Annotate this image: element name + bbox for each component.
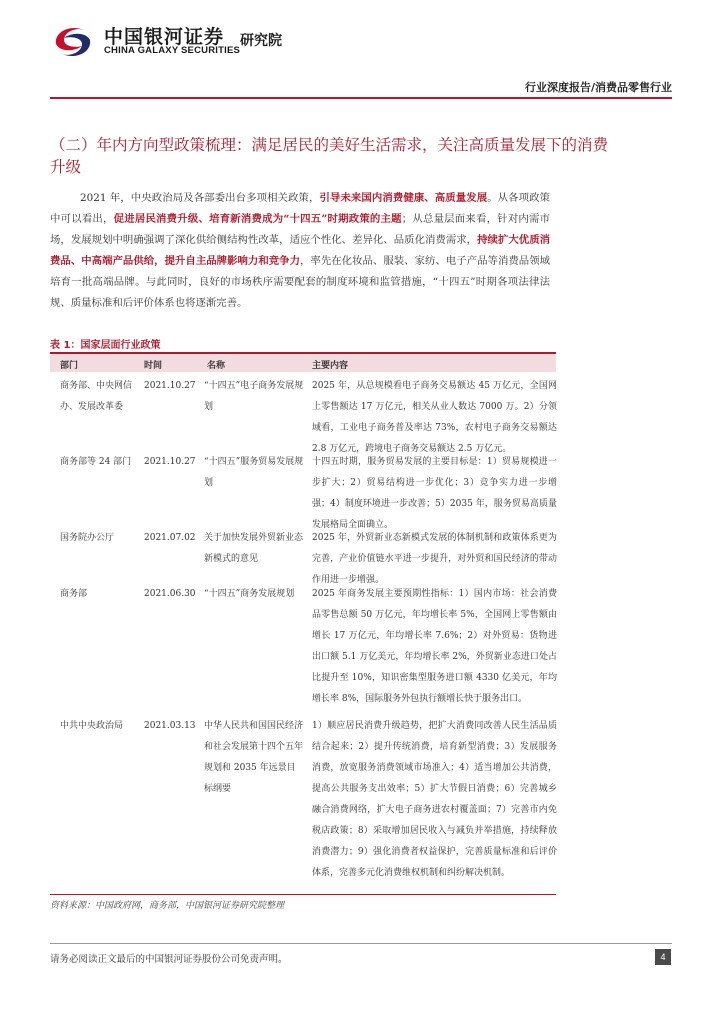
table-header-band xyxy=(50,354,556,372)
body-text-4: ，率先在化妆品、服装、家纺、电子产品等消费品领域培育一批高端品牌。与此同时，良好的市场秩序需要配套的制度环境和监管措施，“十四五”时期各项法律法规、质量标准和后评价体系也将逐渐完善。 xyxy=(50,255,551,309)
table-cell-dept: 国务院办公厅 xyxy=(60,533,115,543)
column-header-time: 时间 xyxy=(144,361,163,371)
brand-name-cn: 中国银河证券 xyxy=(104,26,225,48)
table-cell-content: 2025 年，外贸新业态新模式发展的体制机制和政策体系更为完善，产业价值链水平进一步提升，对外贸和国民经济的带动作用进一步增强。 xyxy=(312,533,557,585)
table-cell-time: 2021.03.13 xyxy=(144,721,196,731)
body-paragraph xyxy=(50,188,550,314)
brand-name-en: CHINA GALAXY SECURITIES xyxy=(104,45,241,56)
table-cell-time: 2021.06.30 xyxy=(144,589,196,599)
table-cell-dept: 商务部、中央网信办、发展改革委 xyxy=(60,381,133,412)
table-cell-dept: 中共中央政治局 xyxy=(60,721,124,731)
page-number: 4 xyxy=(655,949,671,965)
china-galaxy-logo-icon xyxy=(50,22,96,62)
column-header-dept: 部门 xyxy=(60,361,79,371)
report-type: 行业深度报告/消费品零售行业 xyxy=(524,81,672,94)
column-header-name: 名称 xyxy=(207,361,226,371)
body-text-2: 。从各项政策中可以看出， xyxy=(50,192,551,225)
footer-disclaimer: 请务必阅读正文最后的中国银河证券股份公司免责声明。 xyxy=(50,954,288,965)
table-cell-time: 2021.07.02 xyxy=(144,533,196,543)
page-header xyxy=(0,0,724,100)
body-highlight-3: 持续扩大优质消费品、中高端产品供给，提升自主品牌影响力和竞争力 xyxy=(50,234,551,267)
table-cell-name: 中华人民共和国国民经济和社会发展第十四个五年规划和 2035 年远景目标纲要 xyxy=(204,721,304,794)
body-highlight-2: 促进居民消费升级、培育新消费成为“十四五”时期政策的主题 xyxy=(113,213,402,225)
table-cell-content: 2025 年商务发展主要预期性指标：1）国内市场：社会消费品零售总额 50 万亿元，年均增长率 5%，全国网上零售额由增长 17 万亿元，年均增长率 7.6%；2）对外贸易：货物进出口额 5.1 万亿美元，年均增长率 2%，外贸新业态进口处占比提升至 10%，知识密集型服务进口额 4330 亿美元，年均增长率 8%，国际服务外包执行额增长快于服务出口。 xyxy=(312,589,557,704)
table-cell-name: “十四五”服务贸易发展规划 xyxy=(204,457,304,488)
table-cell-content: 十四五时期，服务贸易发展的主要目标是：1）贸易规模进一步扩大；2）贸易结构进一步优化；3）竞争实力进一步增强；4）制度环境进一步改善；5）2035 年，服务贸易高质量发展格局全面确立。 xyxy=(312,457,557,530)
table-cell-name: 关于加快发展外贸新业态新模式的意见 xyxy=(204,533,304,564)
column-header-content: 主要内容 xyxy=(312,361,349,371)
table-cell-dept: 商务部等 24 部门 xyxy=(60,457,132,467)
table-cell-name: “十四五”电子商务发展规划 xyxy=(204,381,304,412)
section-title: （二）年内方向型政策梳理：满足居民的美好生活需求，关注高质量发展下的消费升级 xyxy=(50,136,609,176)
table-cell-content: 1）顺应居民消费升级趋势，把扩大消费同改善人民生活品质结合起来；2）提升传统消费，培育新型消费；3）发展服务消费，放宽服务消费领域市场准入；4）适当增加公共消费，提高公共服务支出效率；5）扩大节假日消费；6）完善城乡融合消费网络，扩大电子商务进农村覆盖面；7）完善市内免税店政策；8）采取增加居民收入与减负并举措施，持续释放消费潜力；9）强化消费者权益保护，完善质量标准和后评价体系，完善多元化消费维权机制和纠纷解决机制。 xyxy=(312,721,557,878)
table-source: 资料来源：中国政府网，商务部，中国银河证券研究院整理 xyxy=(50,901,285,911)
body-text-3: ；从总量层面来看，针对内需市场，发展规划中明确强调了深化供给侧结构性改革，适应个性化、差异化、品质化消费需求， xyxy=(50,213,551,246)
table-cell-name: “十四五”商务发展规划 xyxy=(204,589,295,599)
table-cell-time: 2021.10.27 xyxy=(144,457,196,467)
table-cell-content: 2025 年，从总规模看电子商务交易额达 45 万亿元，全国网上零售额达 17 万亿元，相关从业人数达 7000 万。2）分领域看，工业电子商务普及率达 73%，农村电子商务交易额达 2.8 万亿元，跨境电子商务交易额达 2.5 万亿元。 xyxy=(312,381,557,454)
table-caption: 表 1：国家层面行业政策 xyxy=(50,340,161,351)
brand-institute: 研究院 xyxy=(240,33,282,49)
table-cell-dept: 商务部 xyxy=(60,589,88,599)
header-divider xyxy=(50,97,672,99)
body-highlight-1: 引导未来国内消费健康、高质量发展 xyxy=(319,192,488,204)
table-cell-time: 2021.10.27 xyxy=(144,381,196,391)
body-text-1: 2021 年，中央政治局及各部委出台多项相关政策， xyxy=(80,192,320,204)
table-bottom-rule xyxy=(50,894,556,895)
footer-divider xyxy=(50,943,672,944)
